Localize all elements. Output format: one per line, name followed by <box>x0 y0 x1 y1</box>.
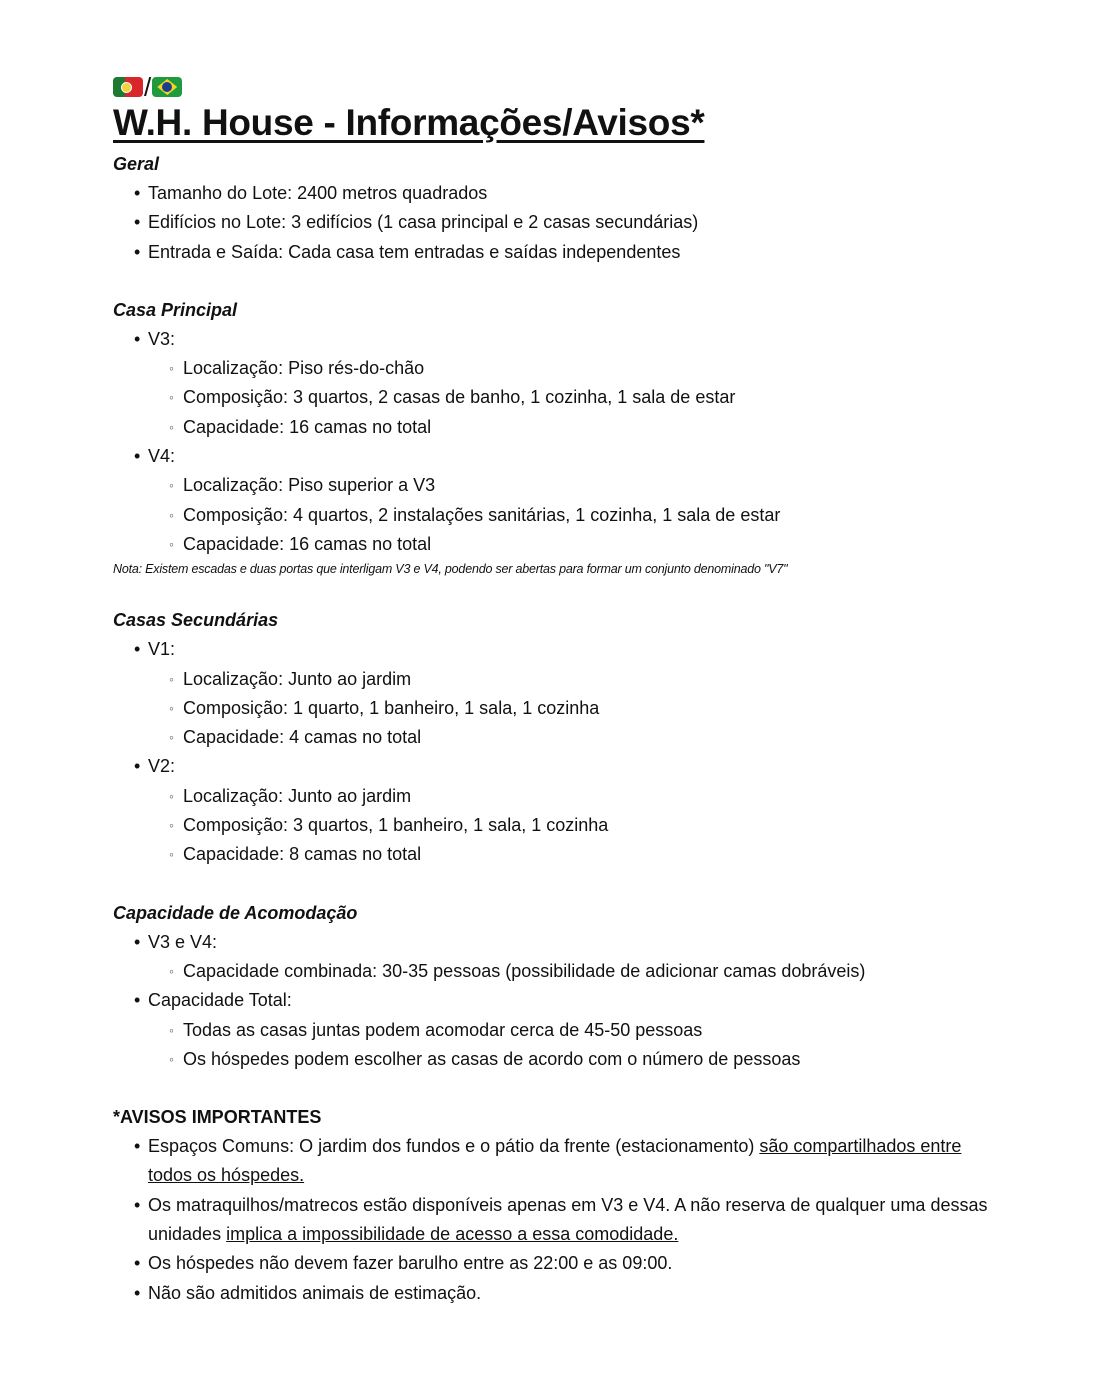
section-capacidade <box>113 899 1013 1074</box>
list-item: ◦ Capacidade: 8 camas no total <box>113 840 1013 869</box>
warning-item <box>113 1249 1013 1278</box>
list-item: ◦ Localização: Junto ao jardim <box>113 782 1013 811</box>
section-title: Capacidade de Acomodação <box>113 902 358 923</box>
document-page <box>113 74 1013 1308</box>
list-item: ◦ Capacidade: 4 camas no total <box>113 723 1013 752</box>
section-geral <box>113 150 1013 267</box>
list-item: ◦ Composição: 1 quarto, 1 banheiro, 1 sala, 1 cozinha <box>113 694 1013 723</box>
section-casa-principal <box>113 296 1013 579</box>
list-item: ◦ Os hóspedes podem escolher as casas de acordo com o número de pessoas <box>113 1045 1013 1074</box>
warning-text: Os matraquilhos/matrecos estão disponíveis apenas em V3 e V4. A não reserva de qualquer uma dessas unidades <box>148 1194 988 1245</box>
list-item: ◦ Localização: Junto ao jardim <box>113 665 1013 694</box>
warning-item <box>113 1132 1013 1191</box>
note-v7: Nota: Existem escadas e duas portas que interligam V3 e V4, podendo ser abertas para formar um conjunto denominado "V7" <box>113 562 788 577</box>
section-title: Casa Principal <box>113 299 238 320</box>
unit-label-v1: • V1: <box>113 635 1013 664</box>
geral-list <box>113 179 1013 267</box>
section-casas-secundarias <box>113 606 1013 869</box>
list-item: ◦ Todas as casas juntas podem acomodar cerca de 45-50 pessoas <box>113 1016 1013 1045</box>
capacidade-list <box>113 928 1013 1074</box>
warning-emphasis: implica a impossibilidade de acesso a essa comodidade. <box>226 1224 679 1245</box>
avisos-list <box>113 1132 1013 1308</box>
portugal-flag-icon <box>113 77 143 97</box>
list-item: ◦ Capacidade: 16 camas no total <box>113 530 1013 559</box>
list-item: • Entrada e Saída: Cada casa tem entradas e saídas independentes <box>113 238 1013 267</box>
warning-emphasis: são compartilhados entre todos os hóspedes. <box>148 1136 962 1186</box>
list-item: ◦ Capacidade: 16 camas no total <box>113 413 1013 442</box>
brazil-flag-icon <box>152 77 182 97</box>
warning-text: Não são admitidos animais de estimação. <box>148 1282 482 1303</box>
section-avisos <box>113 1103 1013 1308</box>
list-item: ◦ Composição: 4 quartos, 2 instalações sanitárias, 1 cozinha, 1 sala de estar <box>113 501 1013 530</box>
unit-label-v2: • V2: <box>113 752 1013 781</box>
section-title: Geral <box>113 154 160 174</box>
warning-item <box>113 1191 1013 1250</box>
list-item: ◦ Composição: 3 quartos, 2 casas de banho, 1 cozinha, 1 sala de estar <box>113 383 1013 412</box>
page-title: W.H. House - Informações/Avisos* <box>113 102 705 143</box>
casa-principal-list <box>113 325 1013 559</box>
language-flags <box>113 74 1013 100</box>
section-title: *AVISOS IMPORTANTES <box>113 1107 322 1128</box>
list-item: ◦ Localização: Piso rés-do-chão <box>113 354 1013 383</box>
list-item: • Tamanho do Lote: 2400 metros quadrados <box>113 179 1013 208</box>
group-label: • Capacidade Total: <box>113 986 1013 1015</box>
casas-secundarias-list <box>113 635 1013 869</box>
warning-text: Os hóspedes não devem fazer barulho entre as 22:00 e as 09:00. <box>148 1253 673 1274</box>
unit-label-v3: • V3: <box>113 325 1013 354</box>
warning-item <box>113 1279 1013 1308</box>
group-label: • V3 e V4: <box>113 928 1013 957</box>
list-item: • Edifícios no Lote: 3 edifícios (1 casa principal e 2 casas secundárias) <box>113 208 1013 237</box>
flag-separator: / <box>144 72 152 102</box>
unit-label-v4: • V4: <box>113 442 1013 471</box>
section-title: Casas Secundárias <box>113 610 279 631</box>
warning-text: Espaços Comuns: O jardim dos fundos e o pátio da frente (estacionamento) <box>148 1136 760 1157</box>
list-item: ◦ Composição: 3 quartos, 1 banheiro, 1 sala, 1 cozinha <box>113 811 1013 840</box>
list-item: ◦ Capacidade combinada: 30-35 pessoas (possibilidade de adicionar camas dobráveis) <box>113 957 1013 986</box>
list-item: ◦ Localização: Piso superior a V3 <box>113 471 1013 500</box>
